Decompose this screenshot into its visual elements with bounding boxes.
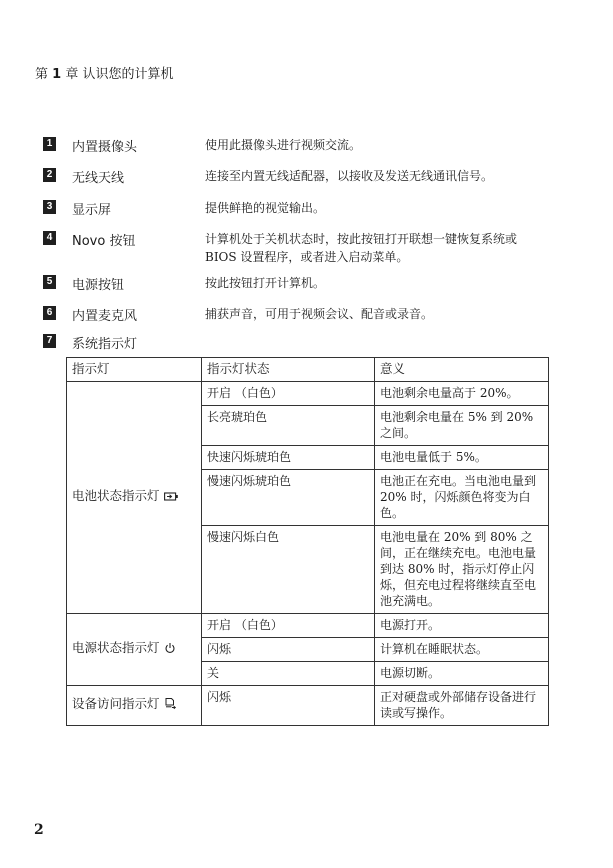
indicator-state: 快速闪烁琥珀色 <box>202 446 375 470</box>
item-display <box>43 199 563 219</box>
indicator-state: 闪烁 <box>202 638 375 662</box>
item-label: 电源按钮 <box>72 278 125 293</box>
column-header: 指示灯 <box>67 358 202 382</box>
item-description: 捕获声音，可用于视频会议、配音或录音。 <box>205 307 434 321</box>
item-microphone <box>43 305 563 325</box>
drive-access-icon <box>164 697 177 714</box>
indicator-state: 关 <box>202 662 375 686</box>
indicator-name: 设备访问指示灯 <box>72 696 160 711</box>
callout-number: 5 <box>43 275 56 289</box>
item-label: 无线天线 <box>72 171 125 186</box>
item-description: 连接至内置无线适配器，以接收及发送无线通讯信号。 <box>205 169 494 183</box>
item-camera <box>43 136 563 156</box>
indicator-meaning: 电池剩余电量高于 20%。 <box>375 382 549 406</box>
chapter-number: 1 <box>52 67 62 82</box>
item-system-indicators <box>43 333 563 353</box>
item-label: 系统指示灯 <box>72 337 138 352</box>
indicator-state: 慢速闪烁白色 <box>202 526 375 614</box>
indicator-table <box>66 357 549 726</box>
item-power-button <box>43 274 563 294</box>
item-description: 使用此摄像头进行视频交流。 <box>205 138 362 152</box>
indicator-meaning: 电池电量低于 5%。 <box>375 446 549 470</box>
indicator-state: 开启 （白色） <box>202 382 375 406</box>
item-label: Novo 按钮 <box>72 234 136 249</box>
indicator-state: 慢速闪烁琥珀色 <box>202 470 375 526</box>
table-row <box>67 686 549 726</box>
callout-number: 4 <box>43 231 56 245</box>
table-row <box>67 382 549 406</box>
indicator-state: 闪烁 <box>202 686 375 726</box>
item-description: 提供鲜艳的视觉输出。 <box>205 201 326 215</box>
indicator-meaning: 正对硬盘或外部储存设备进行读或写操作。 <box>375 686 549 726</box>
item-label: 显示屏 <box>72 203 112 218</box>
callout-number: 1 <box>43 137 56 151</box>
indicator-group-battery <box>67 382 202 614</box>
indicator-meaning: 电池剩余电量在 5% 到 20% 之间。 <box>375 406 549 446</box>
indicator-meaning: 电池电量在 20% 到 80% 之间，正在继续充电。电池电量到达 80% 时，指示灯停止闪烁，但充电过程将继续直至电池充满电。 <box>375 526 549 614</box>
item-description: 计算机处于关机状态时，按此按钮打开联想一键恢复系统或 BIOS 设置程序，或者进入启动菜单。 <box>205 232 518 264</box>
indicator-meaning: 计算机在睡眠状态。 <box>375 638 549 662</box>
indicator-state: 长亮琥珀色 <box>202 406 375 446</box>
column-header: 指示灯状态 <box>202 358 375 382</box>
page-number: 2 <box>34 822 44 838</box>
indicator-meaning: 电源打开。 <box>375 614 549 638</box>
indicator-group-device-access <box>67 686 202 726</box>
battery-charge-icon <box>164 490 179 506</box>
power-icon <box>164 642 176 658</box>
indicator-state: 开启 （白色） <box>202 614 375 638</box>
callout-number: 6 <box>43 306 56 320</box>
chapter-title: 章 认识您的计算机 <box>65 67 174 82</box>
indicator-group-power <box>67 614 202 686</box>
indicator-name: 电池状态指示灯 <box>72 488 160 503</box>
indicator-meaning: 电池正在充电。当电池电量到 20% 时，闪烁颜色将变为白色。 <box>375 470 549 526</box>
table-header-row <box>67 358 549 382</box>
item-antenna <box>43 167 563 187</box>
callout-number: 2 <box>43 168 56 182</box>
item-novo-button <box>43 230 563 264</box>
item-description: 按此按钮打开计算机。 <box>205 276 326 290</box>
chapter-prefix: 第 <box>35 67 49 82</box>
indicator-name: 电源状态指示灯 <box>72 640 160 655</box>
item-label: 内置麦克风 <box>72 309 138 324</box>
table-row <box>67 614 549 638</box>
callout-number: 3 <box>43 200 56 214</box>
callout-number: 7 <box>43 334 56 348</box>
column-header: 意义 <box>375 358 549 382</box>
chapter-heading <box>35 63 173 82</box>
indicator-meaning: 电源切断。 <box>375 662 549 686</box>
item-label: 内置摄像头 <box>72 140 138 155</box>
